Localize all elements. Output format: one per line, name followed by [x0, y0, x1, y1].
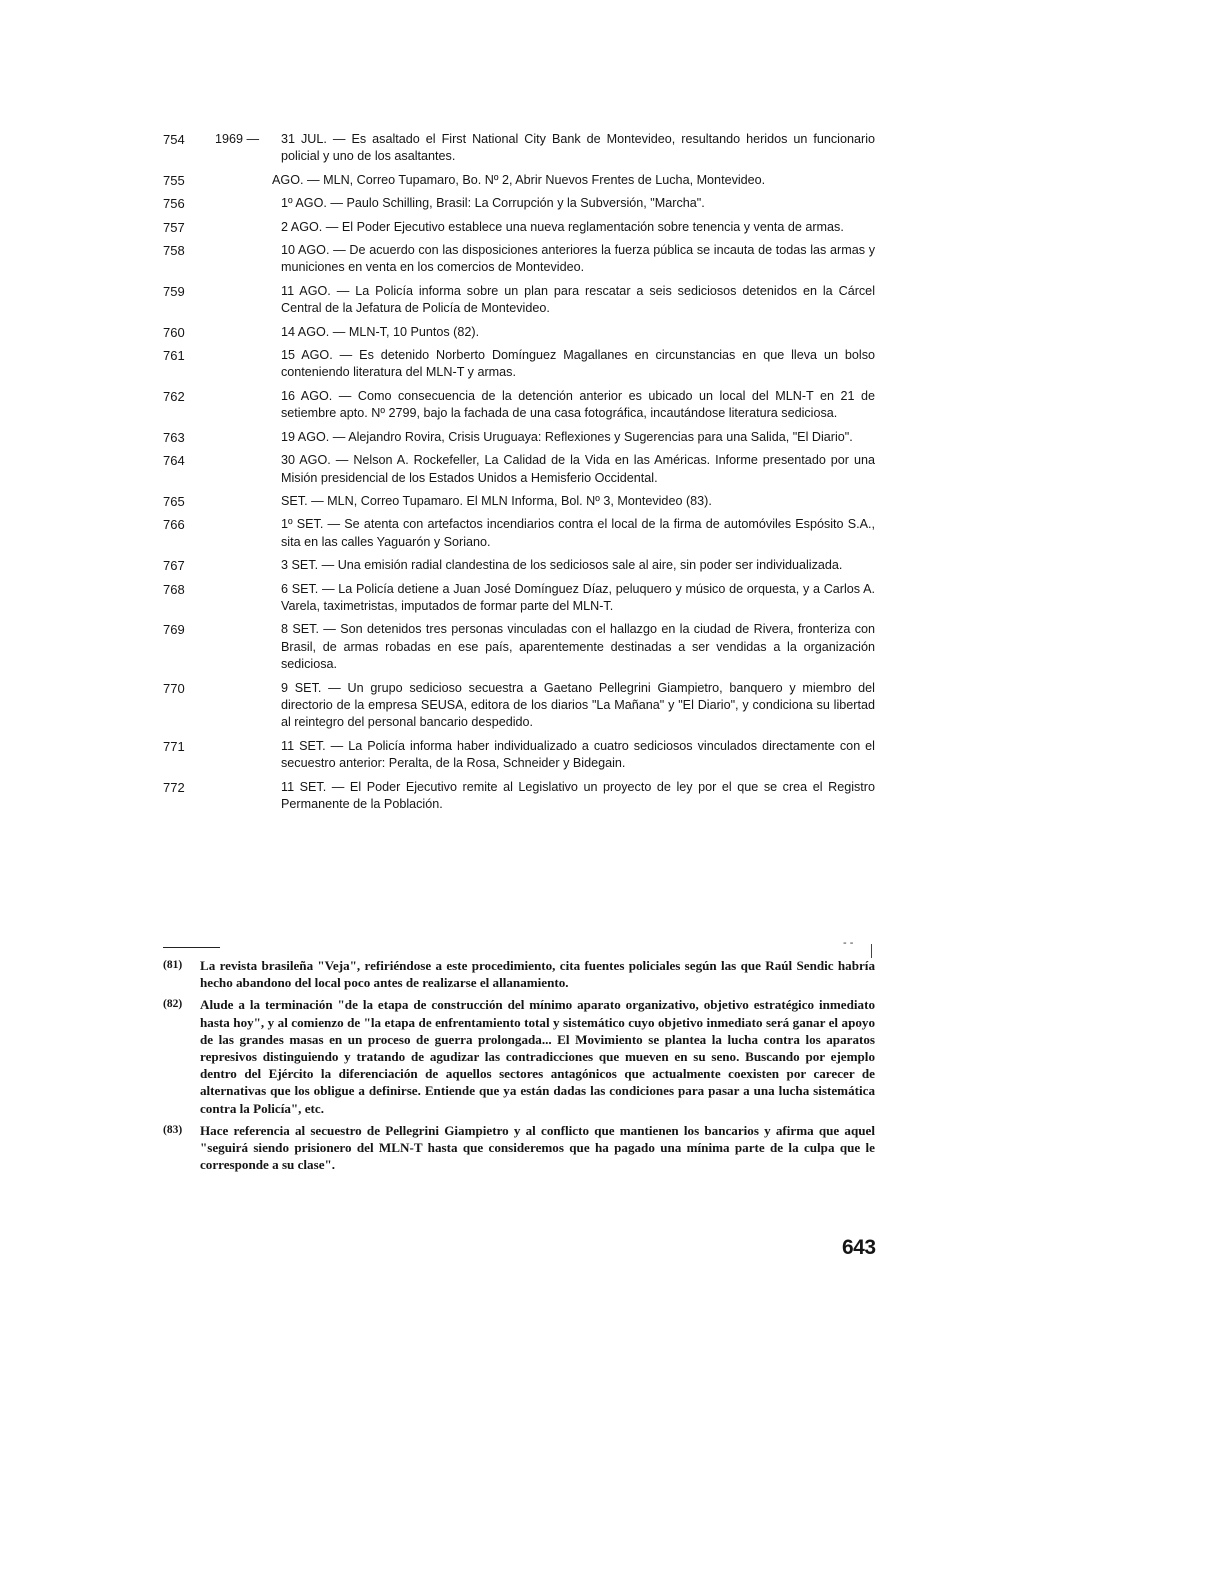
entry-text: SET. — MLN, Correo Tupamaro. El MLN Informa, Bol. Nº 3, Montevideo (83). — [281, 493, 712, 508]
entry-number: 755 — [163, 172, 185, 188]
entry-number: 771 — [163, 738, 185, 754]
footnote — [163, 996, 875, 1116]
footnote-text: La revista brasileña "Veja", refiriéndose a este procedimiento, cita fuentes policiales según las que Raúl Sendic habría hecho abandono del local poco antes de realizarse el allanamiento. — [200, 958, 875, 991]
entry-number: 757 — [163, 219, 185, 235]
chronology-entry — [163, 283, 875, 318]
page-number: 643 — [842, 1236, 876, 1259]
footnote-number: (83) — [163, 1123, 183, 1136]
chronology-entry — [163, 452, 875, 487]
entry-number: 760 — [163, 324, 185, 340]
entry-number: 765 — [163, 493, 185, 509]
entry-number: 767 — [163, 558, 185, 574]
entry-number: 766 — [163, 517, 185, 533]
footnote — [163, 957, 875, 991]
entry-text: 14 AGO. — MLN-T, 10 Puntos (82). — [281, 324, 480, 339]
entry-number: 754 — [163, 132, 185, 147]
chronology-entry — [163, 347, 875, 382]
scan-mark — [871, 944, 872, 958]
entry-text: 11 AGO. — La Policía informa sobre un plan para rescatar a seis sediciosos detenidos en la Cárcel Central de la Jefatura de Policía de Montevideo. — [281, 283, 875, 316]
chronology-entry — [163, 779, 875, 814]
chronology-entry — [163, 388, 875, 423]
entry-text: 11 SET. — La Policía informa haber individualizado a cuatro sediciosos vinculados directamente con el secuestro anterior: Peralta, de la Rosa, Schneider y Bidegain. — [281, 738, 875, 771]
chronology-entry — [163, 493, 875, 510]
chronology-entry — [163, 219, 875, 236]
entry-number: 764 — [163, 453, 185, 469]
entry-text: 8 SET. — Son detenidos tres personas vinculadas con el hallazgo en la ciudad de Rivera, fronteriza con Brasil, de armas robadas en ese país, aparentemente destinadas a ser vendidas a la organización sediciosa. — [281, 622, 875, 672]
entry-number: 758 — [163, 243, 185, 259]
entry-text: 30 AGO. — Nelson A. Rockefeller, La Calidad de la Vida en las Américas. Informe presentado por una Misión presidencial de los Estados Unidos a Hemisferio Occidental. — [281, 453, 875, 485]
entry-text: 6 SET. — La Policía detiene a Juan José Domínguez Díaz, peluquero y músico de orquesta, y a Carlos A. Varela, taximetristas, imputados de formar parte del MLN-T. — [281, 581, 875, 613]
chronology-entry — [163, 429, 875, 446]
chronology-entry — [163, 680, 875, 732]
footnote-text: Hace referencia al secuestro de Pellegrini Giampietro y al conflicto que mantienen los bancarios y afirma que aquel "seguirá siendo prisionero del MLN-T hasta que consideremos que ha pagado una mínima parte de la culpa que le corresponde a su clase". — [200, 1122, 875, 1173]
chronology-entry — [163, 131, 875, 166]
entry-number: 769 — [163, 622, 185, 638]
entry-text: 3 SET. — Una emisión radial clandestina de los sediciosos sale al aire, sin poder ser individualizada. — [281, 558, 843, 573]
entry-text: 15 AGO. — Es detenido Norberto Domínguez Magallanes en circunstancias en que lleva un bolso conteniendo literatura del MLN-T y armas. — [281, 348, 875, 380]
footnote-number: (81) — [163, 959, 183, 971]
entry-number: 770 — [163, 680, 185, 696]
footnote-text: Alude a la terminación "de la etapa de construcción del mínimo aparato organizativo, objetivo estratégico inmediato hasta hoy", y al comienzo de "la etapa de enfrentamiento total y sistemático cuyo objetivo inmediato será ganar el apoyo de las grandes masas en un proceso de guerra prolongada... El Movimiento se plantea la lucha contra los aparatos represivos distinguiendo y tratando de agudizar las contradicciones que mueven en su seno. Buscando por ejemplo dentro del Ejército la diferenciación de aquellos sectores antagónicos que actualmente coexisten por carecer de alternativas que los obligue a definirse. Entiende que ya están dadas las condiciones para pasar a una lucha sistemática contra la Policía", etc. — [200, 997, 875, 1116]
chronology-entry — [163, 172, 875, 189]
scan-mark: - - — [843, 937, 854, 949]
chronology-entry — [163, 516, 875, 551]
footnote-divider — [163, 947, 220, 948]
chronology-entry — [163, 242, 875, 277]
entry-text: 11 SET. — El Poder Ejecutivo remite al Legislativo un proyecto de ley por el que se crea el Registro Permanente de la Población. — [281, 779, 875, 811]
chronology-entry — [163, 195, 875, 212]
entry-text: 19 AGO. — Alejandro Rovira, Crisis Uruguaya: Reflexiones y Sugerencias para una Salida, "El Diario". — [281, 429, 853, 444]
chronology-entry — [163, 621, 875, 673]
entry-number: 759 — [163, 283, 185, 299]
footnote — [163, 1122, 875, 1174]
chronology-entry — [163, 324, 875, 341]
entry-text: 2 AGO. — El Poder Ejecutivo establece una nueva reglamentación sobre tenencia y venta de armas. — [281, 219, 844, 234]
entry-text: 10 AGO. — De acuerdo con las disposiciones anteriores la fuerza pública se incauta de todas las armas y municiones en venta en los comercios de Montevideo. — [281, 243, 875, 275]
entry-text: 9 SET. — Un grupo sedicioso secuestra a Gaetano Pellegrini Giampietro, banquero y miembro del directorio de la empresa SEUSA, editora de los diarios "La Mañana" y "El Diario", y condiciona su libertad al reintegro del personal bancario despedido. — [281, 680, 875, 730]
entry-number: 772 — [163, 779, 185, 795]
entry-number: 762 — [163, 388, 185, 404]
year-label: 1969 — — [215, 132, 260, 146]
footnotes — [163, 957, 875, 1178]
entry-number: 761 — [163, 348, 185, 364]
chronology-entry — [163, 581, 875, 616]
chronology-list — [163, 131, 875, 819]
chronology-entry — [163, 557, 875, 574]
footnote-number: (82) — [163, 998, 183, 1011]
entry-text: AGO. — MLN, Correo Tupamaro, Bo. Nº 2, Abrir Nuevos Frentes de Lucha, Montevideo. — [272, 172, 766, 187]
entry-number: 763 — [163, 429, 185, 445]
entry-number: 768 — [163, 581, 185, 597]
entry-text: 1º SET. — Se atenta con artefactos incendiarios contra el local de la firma de automóviles Espósito S.A., sita en las calles Yaguarón y Soriano. — [281, 517, 875, 549]
chronology-entry — [163, 738, 875, 773]
entry-number: 756 — [163, 196, 185, 212]
entry-text: 16 AGO. — Como consecuencia de la detención anterior es ubicado un local del MLN-T en 21 de setiembre apto. Nº 2799, bajo la fachada de una casa fotográfica, incautándose literatura sediciosa. — [281, 388, 875, 421]
entry-text: 1º AGO. — Paulo Schilling, Brasil: La Corrupción y la Subversión, "Marcha". — [281, 196, 705, 211]
entry-text: 31 JUL. — Es asaltado el First National City Bank de Montevideo, resultando heridos un funcionario policial y uno de los asaltantes. — [281, 132, 875, 164]
